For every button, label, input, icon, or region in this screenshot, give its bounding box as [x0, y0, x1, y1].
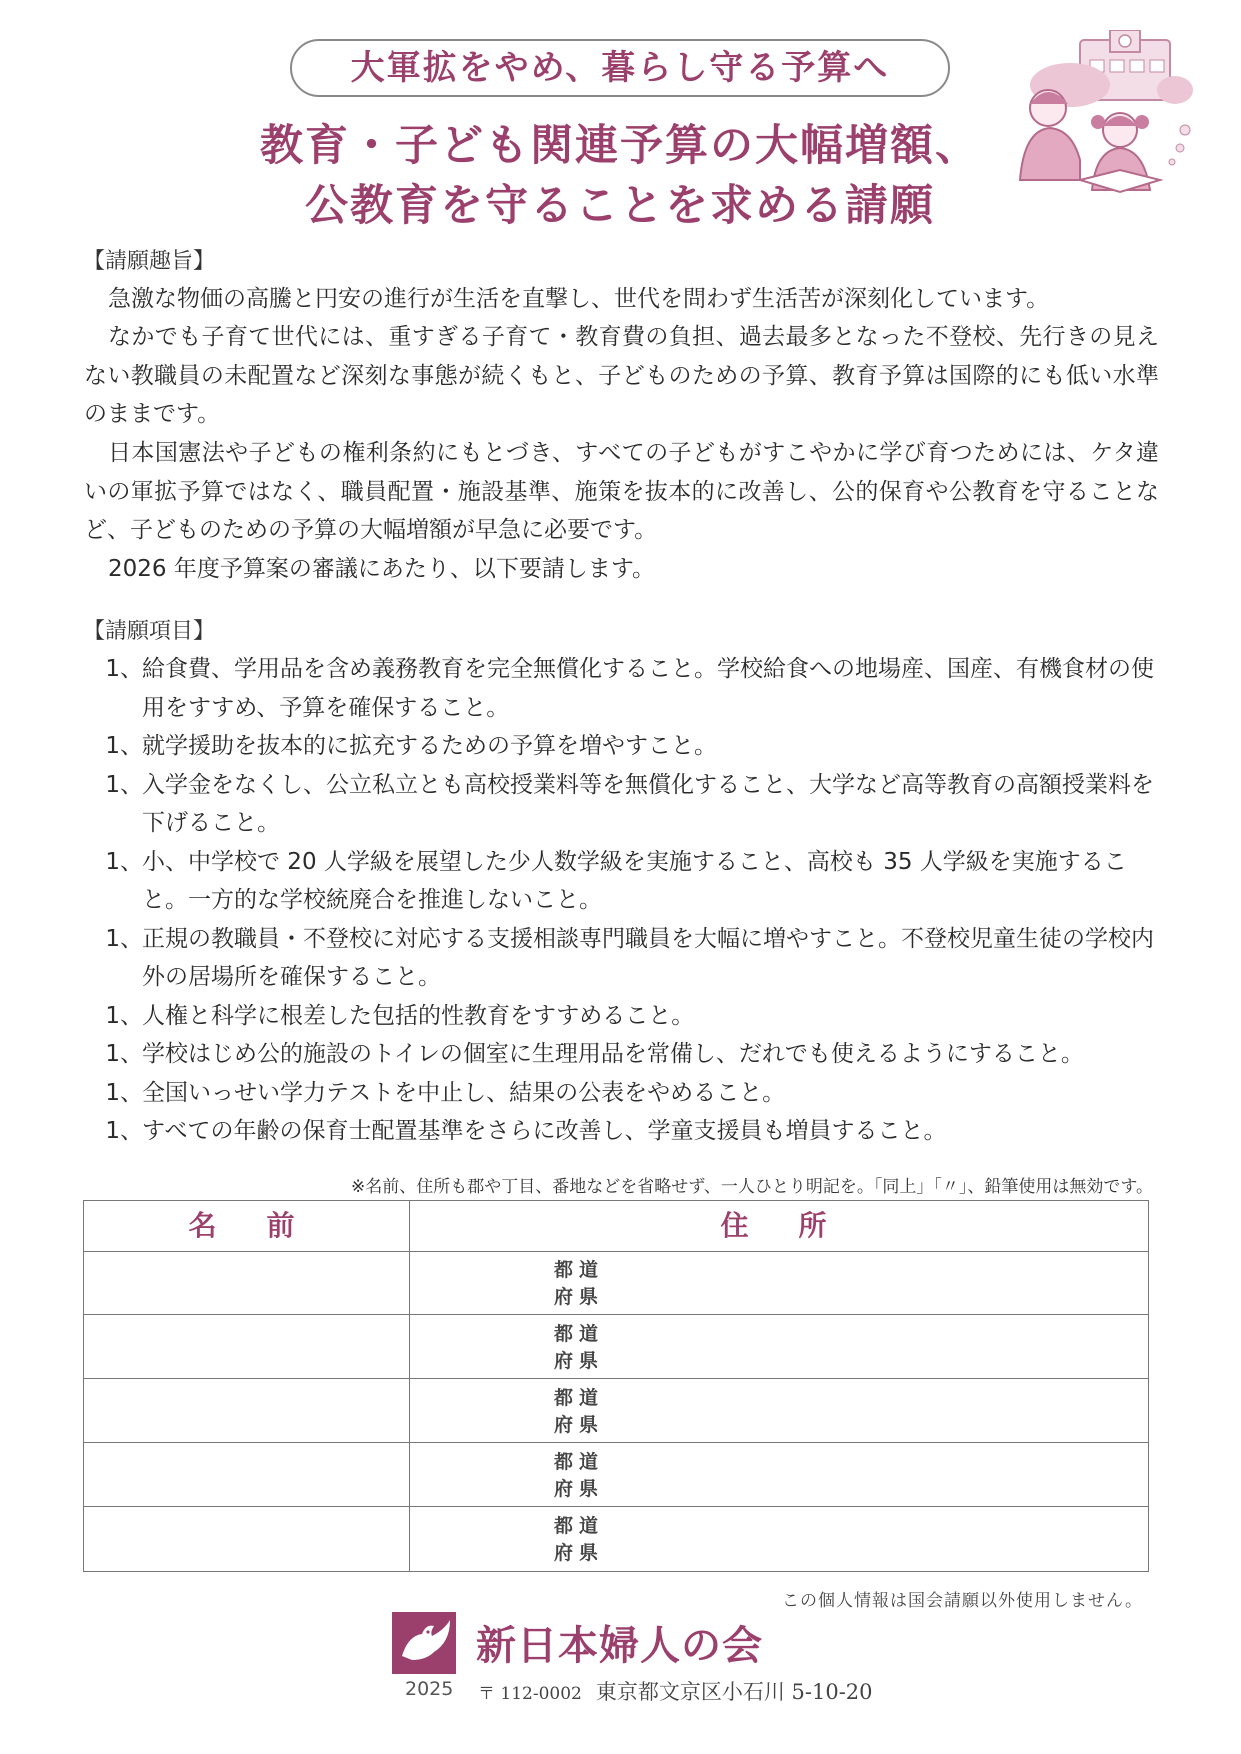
list-item: 1 、 全国いっせい学力テストを中止し、結果の公表をやめること。 [105, 1079, 786, 1106]
organization-name: 新日本婦人の会 [476, 1622, 763, 1669]
purpose-paragraph-2: なかでも子育て世代には、重すぎる子育て・教育費の負担、過去最多となった不登校、先行きの見えない教職員の未配置など深刻な事態が続くもと、子どものための予算、教育予算は国際的にも低い水準のままです。 [84, 324, 1159, 427]
table-row[interactable] [84, 1507, 1148, 1571]
page-title-line1: 教育・子ども関連予算の大幅増額、 [260, 121, 980, 171]
page-title-line2: 公教育を守ることを求める請願 [305, 181, 935, 231]
prefecture-label: 都道 府県 [554, 1387, 605, 1436]
list-item: 1 、 すべての年齢の保育士配置基準をさらに改善し、学童支援員も増員すること。 [105, 1118, 947, 1144]
list-item: 1 、 学校はじめ公的施設のトイレの個室に生理用品を常備し、だれでも使えるようにすること。 [105, 1041, 1084, 1067]
prefecture-label: 都道 府県 [554, 1323, 605, 1372]
list-item: 1 、 人権と科学に根差した包括的性教育をすすめること。 [105, 1002, 695, 1029]
list-item: 1 、 小、中学校で 20 人学級を展望した少人数学級を実施すること、高校も 35 人学級を実施すること。一方的な学校統廃合を推進しないこと。 [105, 848, 1127, 913]
prefecture-label: 都道 府県 [554, 1515, 605, 1564]
prefecture-label: 都道 府県 [554, 1451, 605, 1500]
list-item: 1 、 給食費、学用品を含め義務教育を完全無償化すること。学校給食への地場産、国産、有機食材の使用をすすめ、予算を確保すること。 [105, 656, 1154, 721]
column-header-address: 住所 [720, 1209, 877, 1242]
signature-note: ※名前、住所も郡や丁目、番地などを省略せず、一人ひとり明記を。「同上」「〃」、鉛筆使用は無効です。 [350, 1177, 1153, 1197]
table-row[interactable] [84, 1443, 1148, 1507]
table-header [84, 1201, 1148, 1252]
purpose-heading: 【請願趣旨】 [83, 249, 216, 274]
table-row[interactable] [84, 1379, 1148, 1443]
privacy-note: この個人情報は国会請願以外使用しません。 [781, 1591, 1143, 1611]
signature-table [83, 1200, 1149, 1572]
petition-items-list [84, 650, 1159, 1151]
table-row[interactable] [84, 1315, 1148, 1379]
purpose-paragraph-3: 日本国憲法や子どもの権利条約にもとづき、すべての子どもがすこやかに学び育つためには、ケタ違いの軍拡予算ではなく、職員配置・施設基準、施策を抜本的に改善し、公的保育や公教育を守ることなど、子どものための予算の大幅増額が早急に必要です。 [84, 440, 1159, 543]
school-illustration [1010, 30, 1200, 200]
organization-address [478, 1676, 873, 1706]
list-item: 1 、 入学金をなくし、公立私立とも高校授業料等を無償化すること、大学など高等教育の高額授業料を下げること。 [105, 771, 1154, 836]
dove-logo-icon [392, 1612, 456, 1674]
postal-code: 〒 112-0002 [478, 1684, 582, 1704]
purpose-paragraph-1: 急激な物価の高騰と円安の進行が生活を直撃し、世代を問わず生活苦が深刻化しています。 [108, 286, 1050, 312]
table-row[interactable] [84, 1251, 1148, 1315]
street-address: 東京都文京区小石川 5-10-20 [595, 1680, 873, 1704]
slogan-pill: 大軍拡をやめ、暮らし守る予算へ [290, 39, 950, 97]
year-label: 2025 [405, 1678, 454, 1700]
purpose-paragraph-4: 2026 年度予算案の審議にあたり、以下要請します。 [108, 556, 656, 582]
prefecture-label: 都道 府県 [554, 1259, 605, 1308]
list-item: 1 、 正規の教職員・不登校に対応する支援相談専門職員を大幅に増やすこと。不登校児童生徒の学校内外の居場所を確保すること。 [105, 925, 1154, 990]
items-heading: 【請願項目】 [83, 619, 216, 644]
list-item: 1 、 就学援助を抜本的に拡充するための予算を増やすこと。 [105, 733, 717, 759]
column-header-name: 名前 [188, 1209, 345, 1242]
